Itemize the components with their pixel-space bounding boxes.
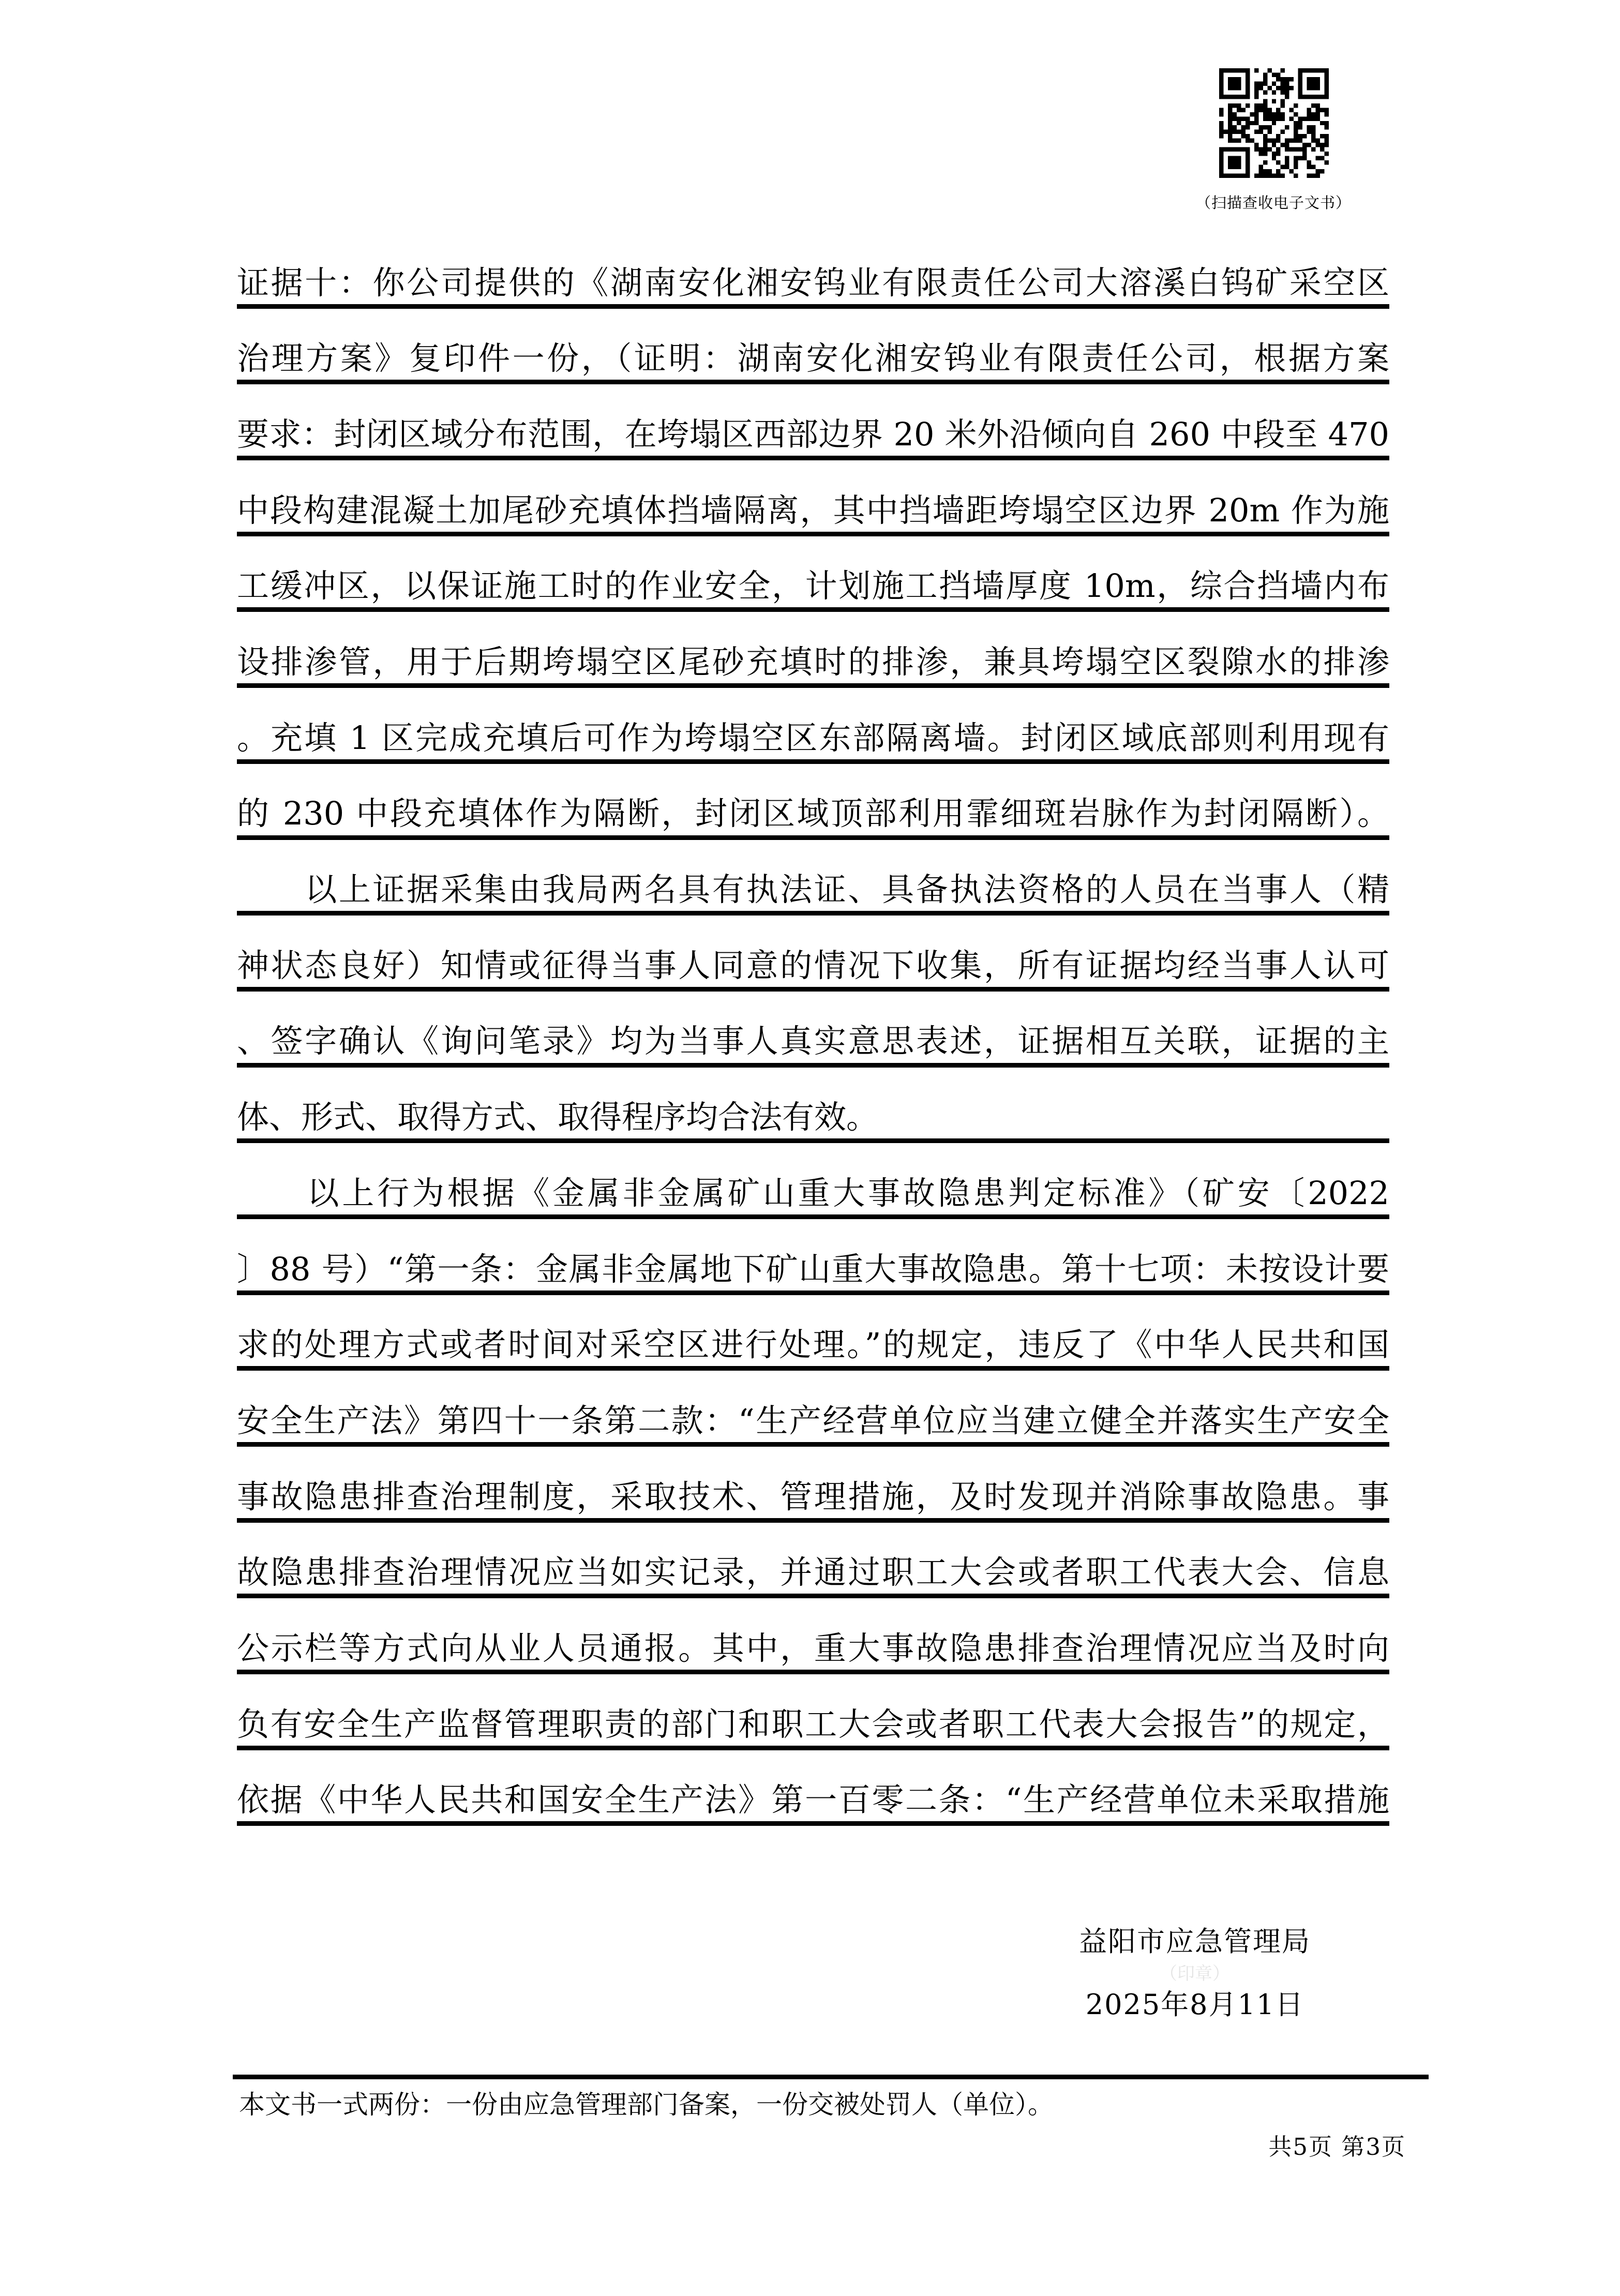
body-line-text: 神状态良好）知情或征得当事人同意的情况下收集，所有证据均经当事人认可 bbox=[237, 946, 1389, 984]
footer-note: 本文书一式两份：一份由应急管理部门备案，一份交被处罚人（单位）。 bbox=[239, 2090, 1054, 2120]
body-line-text: 的 230 中段充填体作为隔断，封闭区域顶部利用霏细斑岩脉作为封闭隔断）。 bbox=[237, 794, 1389, 833]
seal-placeholder: （印章） bbox=[1160, 1963, 1230, 1984]
qr-caption: （扫描查收电子文书） bbox=[1195, 194, 1351, 212]
body-line bbox=[237, 1674, 1389, 1750]
signature-block bbox=[978, 1927, 1412, 2019]
body-line bbox=[237, 233, 1389, 309]
issuing-agency: 益阳市应急管理局 bbox=[1079, 1925, 1311, 1958]
page-number: 共5页 第3页 bbox=[1268, 2133, 1406, 2160]
body-line bbox=[237, 1598, 1389, 1674]
body-line bbox=[237, 1068, 1389, 1144]
issue-date: 2025年8月11日 bbox=[1085, 1988, 1304, 2021]
body-line-text: 证据十：你公司提供的《湖南安化湘安钨业有限责任公司大溶溪白钨矿采空区 bbox=[237, 263, 1389, 302]
body-line-text: 以上证据采集由我局两名具有执法证、具备执法资格的人员在当事人（精 bbox=[237, 871, 1389, 909]
body-line-text: 安全生产法》第四十一条第二款：“生产经营单位应当建立健全并落实生产安全 bbox=[237, 1401, 1389, 1439]
body-line-text: 设排渗管，用于后期垮塌空区尾砂充填时的排渗，兼具垮塌空区裂隙水的排渗 bbox=[237, 643, 1389, 681]
qr-code-icon bbox=[1217, 68, 1331, 178]
body-line bbox=[237, 536, 1389, 612]
body-line bbox=[237, 1219, 1389, 1295]
body-line-text: 工缓冲区，以保证施工时的作业安全，计划施工挡墙厚度 10m，综合挡墙内布 bbox=[237, 567, 1389, 605]
body-line bbox=[237, 309, 1389, 385]
body-line-text: 负有安全生产监督管理职责的部门和职工大会或者职工代表大会报告”的规定， bbox=[237, 1705, 1389, 1743]
body-line-text: 、签字确认《询问笔录》均为当事人真实意思表述，证据相互关联，证据的主 bbox=[237, 1022, 1389, 1060]
body-line-text: 事故隐患排查治理制度，采取技术、管理措施，及时发现并消除事故隐患。事 bbox=[237, 1477, 1389, 1515]
body-line-text: 故隐患排查治理情况应当如实记录，并通过职工大会或者职工代表大会、信息 bbox=[237, 1553, 1389, 1592]
body-line bbox=[237, 1371, 1389, 1447]
body-line bbox=[237, 1523, 1389, 1599]
body-line bbox=[237, 1143, 1389, 1219]
footer-divider bbox=[233, 2075, 1429, 2079]
body-line bbox=[237, 992, 1389, 1068]
body-line-text: 依据《中华人民共和国安全生产法》第一百零二条：“生产经营单位未采取措施 bbox=[237, 1781, 1389, 1819]
body-line bbox=[237, 1447, 1389, 1523]
body-line bbox=[237, 1295, 1389, 1371]
body-line-text: 。充填 1 区完成充填后可作为垮塌空区东部隔离墙。封闭区域底部则利用现有 bbox=[237, 718, 1389, 757]
body-line-text: 治理方案》复印件一份，（证明：湖南安化湘安钨业有限责任公司，根据方案 bbox=[237, 339, 1389, 378]
body-line-text: 要求：封闭区域分布范围，在垮塌区西部边界 20 米外沿倾向自 260 中段至 470 bbox=[237, 415, 1389, 453]
body-line bbox=[237, 840, 1389, 916]
body-line-text: 以上行为根据《金属非金属矿山重大事故隐患判定标准》（矿安〔2022 bbox=[237, 1174, 1389, 1212]
body-line-text: 〕88 号）“第一条：金属非金属地下矿山重大事故隐患。第十七项：未按设计要 bbox=[237, 1250, 1389, 1288]
body-line bbox=[237, 1750, 1389, 1826]
body-line bbox=[237, 916, 1389, 992]
body-line-text: 体、形式、取得方式、取得程序均合法有效。 bbox=[237, 1098, 879, 1136]
body-line bbox=[237, 612, 1389, 688]
body-line-text: 求的处理方式或者时间对采空区进行处理。”的规定，违反了《中华人民共和国 bbox=[237, 1326, 1389, 1364]
document-body bbox=[237, 233, 1389, 1826]
qr-code bbox=[1217, 68, 1331, 178]
body-line bbox=[237, 764, 1389, 840]
body-line bbox=[237, 384, 1389, 460]
body-line-text: 中段构建混凝土加尾砂充填体挡墙隔离，其中挡墙距垮塌空区边界 20m 作为施 bbox=[237, 491, 1389, 529]
body-line bbox=[237, 460, 1389, 536]
body-line-text: 公示栏等方式向从业人员通报。其中，重大事故隐患排查治理情况应当及时向 bbox=[237, 1629, 1389, 1667]
body-line bbox=[237, 688, 1389, 764]
